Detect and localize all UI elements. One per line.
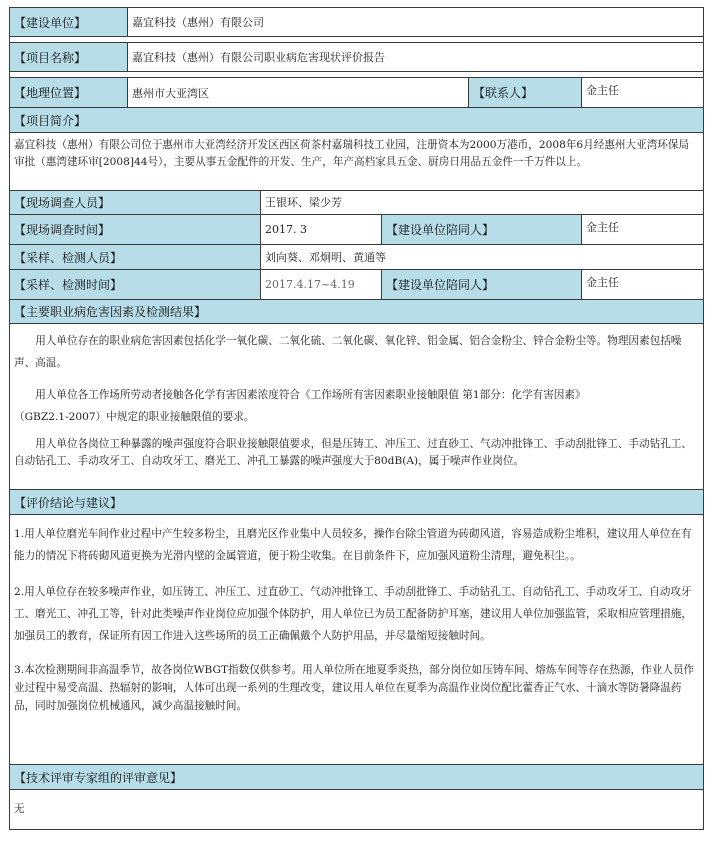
report-frame	[9, 7, 703, 858]
sampling-staff-value: 刘向葵、邓炯明、黄通等	[261, 245, 704, 270]
hazard-paragraph-2b: （GBZ2.1-2007）中规定的职业接触限值的要求。	[14, 411, 255, 423]
conclusion-paragraph-3: 3.本次检测期间非高温季节，故各岗位WBGT指数仅供参考。用人单位所在地夏季炎热，部分岗位如压铸车间、熔炼车间等存在热源，作业人员作业过程中易受高温、热辐射的影响，人体可出现一系列的生理改变，建议用人单位在夏季为高温作业岗位配比藿香正气水、十滴水等防暑降温药品，同时加强岗位机械通风，减少高温接触时间。	[14, 664, 695, 712]
intro-label: 【项目简介】	[10, 108, 704, 133]
conclusion-header-row	[10, 490, 704, 515]
survey-staff-row	[10, 191, 704, 215]
builder-value: 嘉宜科技（惠州）有限公司	[128, 8, 704, 37]
survey-staff-value: 王银环、梁少芳	[261, 191, 704, 215]
survey-time-label: 【现场调查时间】	[10, 215, 261, 245]
accompany-label-2: 【建设单位陪同人】	[382, 270, 582, 300]
expert-header-row	[10, 765, 704, 790]
hazard-body	[10, 324, 704, 490]
hazard-header-row	[10, 300, 704, 324]
sampling-time-value: 2017.4.17~4.19	[261, 270, 382, 300]
builder-label: 【建设单位】	[10, 8, 128, 37]
builder-row	[10, 8, 704, 37]
contact-value: 金主任	[582, 78, 704, 108]
project-name-value: 嘉宜科技（惠州）有限公司职业病危害现状评价报告	[128, 43, 704, 72]
sampling-staff-row	[10, 245, 704, 270]
expert-body-row	[10, 790, 704, 830]
location-label: 【地理位置】	[10, 78, 128, 108]
accompany-label: 【建设单位陪同人】	[382, 215, 582, 245]
accompany-value: 金主任	[582, 215, 704, 245]
contact-label: 【联系人】	[469, 78, 582, 108]
conclusion-paragraph-2: 2.用人单位存在较多噪声作业，如压铸工、冲压工、过直砂工、气动冲批锋工、手动刮批锋工、手动钻孔工、自动钻孔工、手动攻牙工、自动攻牙工、磨光工、冲孔工等，针对此类噪声作业岗位应加强个体防护，用人单位已为员工配备防护耳塞，建议用人单位加强监管，采取相应管理措施，加强员工的教育，保证所有因工作进入这些场所的员工正确佩戴个人防护用品，并尽量缩短接触时间。	[14, 586, 692, 642]
expert-value: 无	[10, 790, 704, 830]
sampling-time-label: 【采样、检测时间】	[10, 270, 261, 300]
conclusion-paragraph-1: 1.用人单位磨光车间作业过程中产生较多粉尘，且磨光区作业集中人员较多，操作台除尘管道为砖砌风道，容易造成粉尘堆积，建议用人单位在有能力的情况下将砖砌风道更换为光滑内壁的金属管道，便于粉尘收集。在目前条件下，应加强风道粉尘清理，避免积尘。。	[14, 528, 692, 562]
sampling-time-row	[10, 270, 704, 300]
conclusion-label: 【评价结论与建议】	[10, 490, 704, 515]
survey-time-value: 2017. 3	[261, 215, 382, 245]
intro-body-row	[10, 133, 704, 191]
hazard-label: 【主要职业病危害因素及检测结果】	[10, 300, 704, 324]
location-value: 惠州市大亚湾区	[128, 78, 469, 108]
intro-header-row	[10, 108, 704, 133]
report-table	[9, 7, 704, 830]
hazard-paragraph-1: 用人单位存在的职业病危害因素包括化学一氧化碳、二氧化硫、二氧化碳、氧化锌、铝金属、铝合金粉尘、锌合金粉尘等。物理因素包括噪声、高温。	[14, 335, 682, 369]
hazard-body-row	[10, 324, 704, 490]
intro-text: 嘉宜科技（惠州）有限公司位于惠州市大亚湾经济开发区西区荷茶村嘉瑞科技工业园，注册资本为2000万港币，2008年6月经惠州大亚湾环保局审批（惠湾建环审[2008]44号），主要从事五金配件的开发、生产，年产高档家具五金、厨房日用品五金件一千万件以上。	[10, 133, 704, 191]
location-row	[10, 78, 704, 108]
conclusion-body-row	[10, 515, 704, 765]
sampling-staff-label: 【采样、检测人员】	[10, 245, 261, 270]
project-name-label: 【项目名称】	[10, 43, 128, 72]
survey-staff-label: 【现场调查人员】	[10, 191, 261, 215]
conclusion-body	[10, 515, 704, 765]
hazard-paragraph-3: 用人单位各岗位工种暴露的噪声强度符合职业接触限值要求，但是压铸工、冲压工、过直砂工、气动冲批锋工、手动刮批锋工、手动钻孔工、自动钻孔工、手动攻牙工、自动攻牙工、磨光工、冲孔工暴露的噪声强度大于80dB(A)，属于噪声作业岗位。	[14, 438, 692, 467]
survey-time-row	[10, 215, 704, 245]
hazard-paragraph-2a: 用人单位各工作场所劳动者接触各化学有害因素浓度符合《工作场所有害因素职业接触限值 第1部分：化学有害因素》	[35, 389, 586, 401]
accompany-value-2: 金主任	[582, 270, 704, 300]
expert-label: 【技术评审专家组的评审意见】	[10, 765, 704, 790]
project-name-row	[10, 43, 704, 72]
